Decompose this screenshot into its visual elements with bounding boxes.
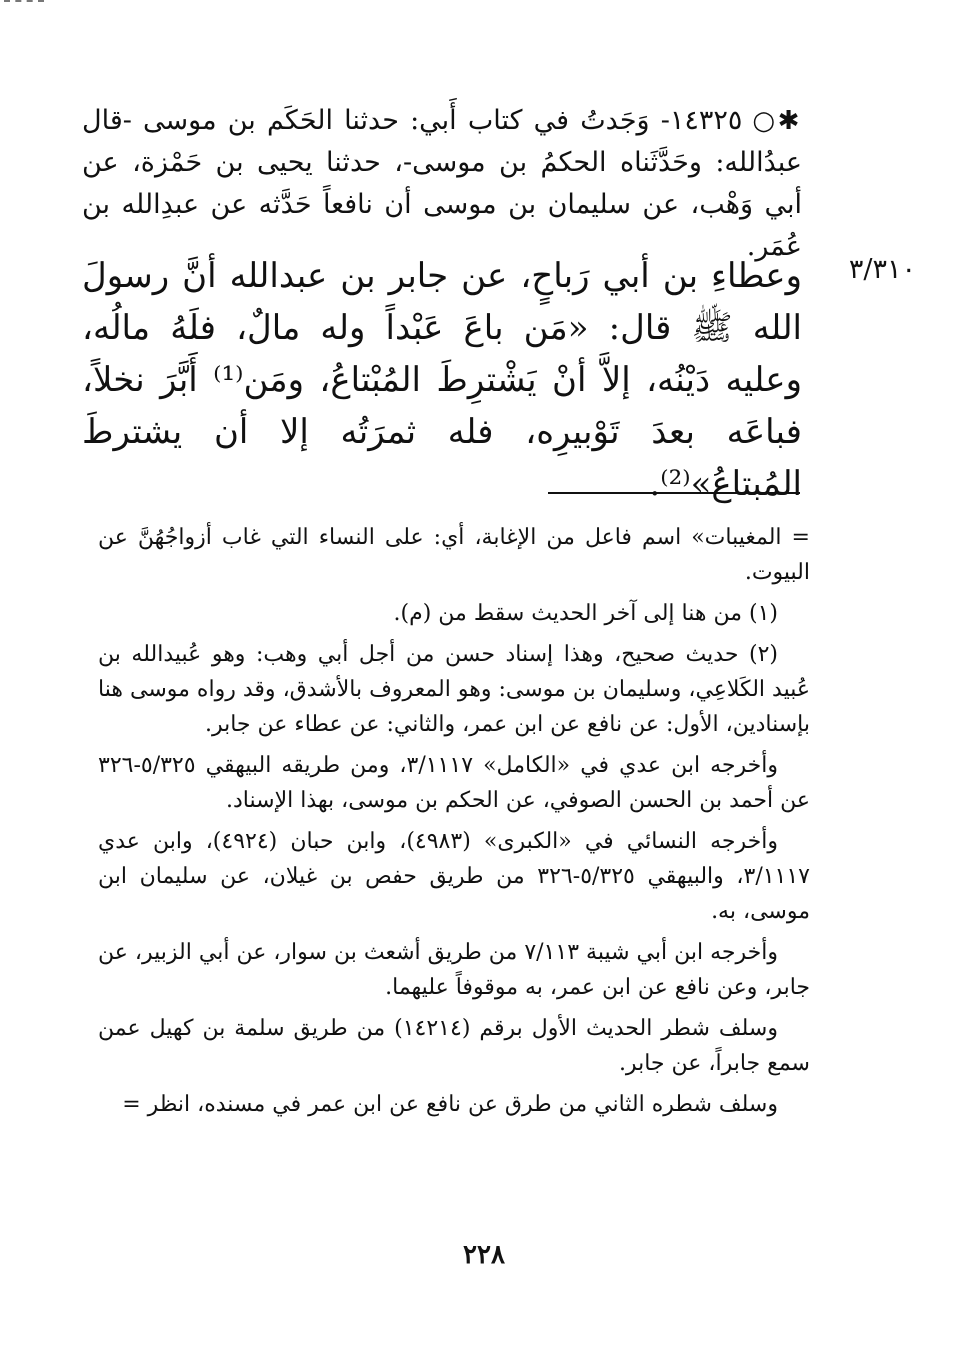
hadith-matn-paragraph: وعطاءِ بن أبي رَباحٍ، عن جابر بن عبدالله أنَّ رسولَ الله ﷺ قال: «مَن باعَ عَبْداً وله مالٌ، فلَهُ مالُه، وعليه دَيْنُه، إلاَّ أنْ يَشْترِطَ المُبْتاعُ، ومَن⁽¹⁾ أَبَّرَ نخلاً، فباعَه بعدَ تَوْبيرِه، فله ثمرَتُه إلا أن يشترطَ المُبتاعُ»⁽²⁾. bbox=[82, 256, 802, 504]
footnote-2-paragraph-nasai: وأخرجه النسائي في «الكبرى» (٤٩٨٣)، وابن حبان (٤٩٢٤)، وابن عدي ٣/١١١٧، والبيهقي ٥/٣٢٥-٣٢٦ من طريق حفص بن غيلان، عن سليمان ابن موسى، به. bbox=[98, 829, 810, 924]
scan-corner-mark bbox=[4, 0, 44, 8]
footnotes-section bbox=[98, 520, 810, 1128]
hadith-marker: ✱○ bbox=[752, 106, 800, 136]
hadith-isnad-text: ١٤٣٢٥- وَجَدتُ في كتاب أَبي: حدثنا الحَكَم بن موسى -قال عبدُالله: وحَدَّثَناه الحكمُ بن موسى-، حدثنا يحيى بن حَمْزة، عن أبي وَهْب، عن سليمان بن موسى أن نافعاً حَدَّثه عن عبدِالله بن عُمَر. bbox=[82, 105, 802, 262]
hadith-isnad-paragraph bbox=[82, 100, 802, 268]
footnote-2-paragraph-ibn-abi-shaybah: وأخرجه ابن أبي شيبة ٧/١١٣ من طريق أشعث بن سوار، عن أبي الزبير، عن جابر، وعن نافع عن ابن عمر، به موقوفاً عليهما. bbox=[98, 940, 810, 1000]
footnote-1: (١) من هنا إلى آخر الحديث سقط من (م). bbox=[393, 601, 778, 626]
footnote-separator bbox=[548, 492, 800, 494]
footnote-2-paragraph-ibn-adi: وأخرجه ابن عدي في «الكامل» ٣/١١١٧، ومن طريقه البيهقي ٥/٣٢٥-٣٢٦ عن أحمد بن الحسن الصوفي، عن الحكم بن موسى، بهذا الإسناد. bbox=[98, 753, 810, 813]
page-number: ٢٢٨ bbox=[463, 1240, 505, 1270]
footnote-continuation: = المغيبات» اسم فاعل من الإغابة، أي: على النساء التي غاب أزواجُهُنَّ عن البيوت. bbox=[98, 525, 810, 585]
footnote-2: (٢) حديث صحيح، وهذا إسناد حسن من أجل أبي وهب: وهو عُبيدالله بن عُبيد الكَلاعِي، وسليمان بن موسى: وهو المعروف بالأشدق، وقد رواه موسى هنا بإسنادين، الأول: عن نافع عن ابن عمر، والثاني: عن عطاء عن جابر. bbox=[98, 642, 811, 737]
margin-volume-page-reference: ٣/٣١٠ bbox=[848, 254, 916, 285]
footnote-2-paragraph-second-part: وسلف شطره الثاني من طرق عن نافع عن ابن عمر في مسنده، انظر = bbox=[122, 1092, 778, 1117]
footnote-2-paragraph-first-part: وسلف شطر الحديث الأول برقم (١٤٢١٤) من طريق سلمة بن كهيل عمن سمع جابراً، عن جابر. bbox=[98, 1016, 810, 1076]
